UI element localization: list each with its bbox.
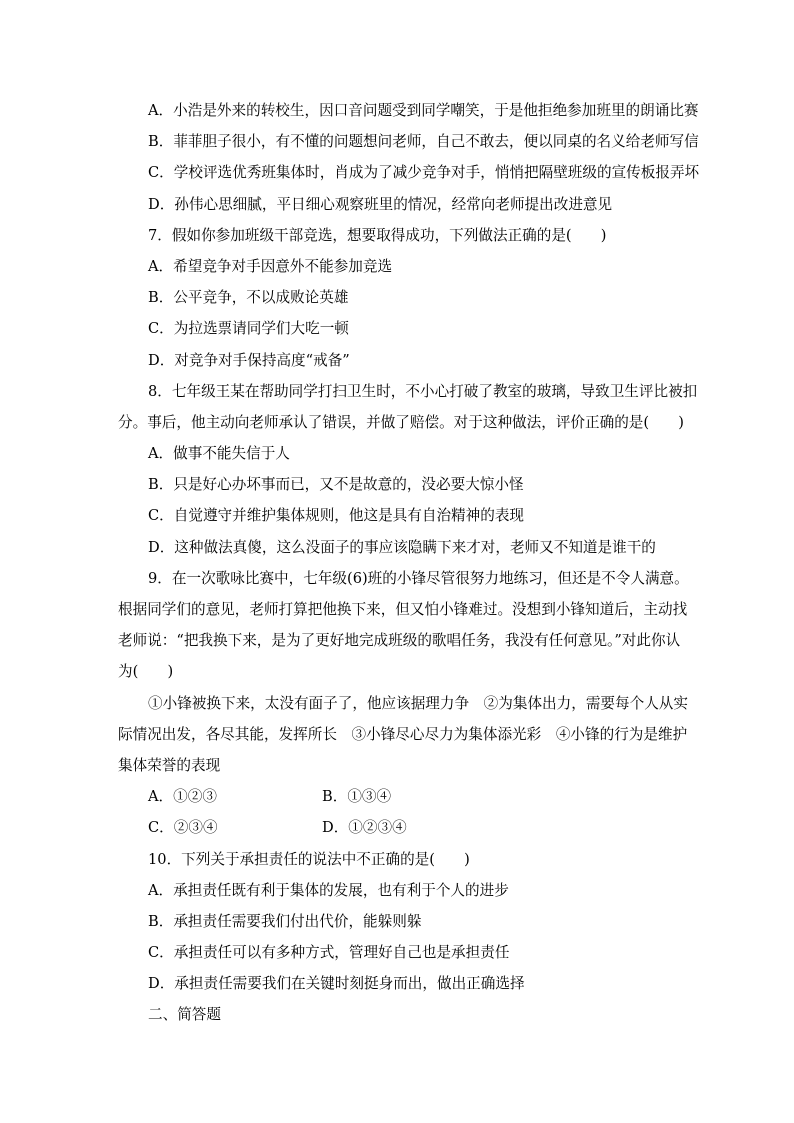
option-label: C． bbox=[148, 320, 174, 338]
question-9 bbox=[118, 563, 689, 844]
question-stem-line: 分。事后，他主动向老师承认了错误，并做了赔偿。对于这种做法，评价正确的是( ) bbox=[118, 413, 684, 431]
option-text: ①③④ bbox=[347, 788, 392, 806]
question-stem: 10．下列关于承担责任的说法中不正确的是( ) bbox=[148, 850, 470, 868]
option-text: 只是好心办坏事而已，又不是故意的，没必要大惊小怪 bbox=[173, 476, 524, 494]
option-label: A． bbox=[148, 257, 174, 275]
option-a bbox=[118, 95, 699, 126]
option-text: 承担责任可以有多种方式，管理好自己也是承担责任 bbox=[173, 944, 510, 962]
section-heading: 二、简答题 bbox=[148, 1006, 221, 1024]
option-label: A． bbox=[148, 788, 174, 806]
option-b bbox=[118, 469, 678, 500]
option-text: ①②③ bbox=[173, 788, 217, 806]
option-text: 对竞争对手保持高度“戒备” bbox=[174, 351, 350, 369]
option-text: 承担责任需要我们付出代价，能躲则躲 bbox=[173, 912, 422, 930]
option-label: C． bbox=[148, 507, 174, 525]
option-a bbox=[148, 781, 322, 812]
question-stem-line: 老师说：“把我换下来，是为了更好地完成班级的歌唱任务，我没有任何意见。”对此你认 bbox=[118, 632, 681, 650]
option-text: 菲菲胆子很小，有不懂的问题想问老师，自己不敢去，便以同桌的名义给老师写信 bbox=[173, 133, 699, 151]
option-d bbox=[322, 812, 496, 843]
option-label: D． bbox=[148, 975, 175, 993]
option-row bbox=[118, 781, 678, 812]
question-stem-line: 8．七年级王某在帮助同学打扫卫生时，不小心打破了教室的玻璃，导致卫生评比被扣 bbox=[148, 382, 698, 400]
question-stem-line: 根据同学们的意见，老师打算把他换下来，但又怕小锋难过。没想到小锋知道后，主动找 bbox=[118, 601, 688, 618]
option-label: D． bbox=[322, 819, 349, 837]
option-text: 承担责任既有利于集体的发展，也有利于个人的进步 bbox=[173, 881, 509, 899]
option-d bbox=[118, 968, 678, 999]
option-label: C． bbox=[148, 819, 174, 837]
option-d bbox=[118, 189, 678, 220]
option-d bbox=[118, 345, 678, 376]
option-label: D． bbox=[148, 195, 175, 213]
option-label: D． bbox=[148, 351, 175, 369]
option-text: ②③④ bbox=[173, 819, 218, 837]
option-label: B． bbox=[322, 788, 348, 806]
question-stem: 7．假如你参加班级干部竞选，想要取得成功，下列做法正确的是( ) bbox=[148, 226, 607, 244]
option-text: 承担责任需要我们在关键时刻挺身而出，做出正确选择 bbox=[174, 975, 525, 993]
option-b bbox=[118, 126, 699, 157]
option-c bbox=[118, 937, 678, 968]
option-label: A． bbox=[148, 445, 174, 463]
question-10 bbox=[118, 844, 678, 1000]
option-label: A． bbox=[148, 881, 174, 899]
question-stem-line: 为( ) bbox=[118, 663, 174, 681]
question-stem-line: 9．在一次歌咏比赛中，七年级(6)班的小锋尽管很努力地练习，但还是不令人满意。 bbox=[148, 569, 689, 587]
option-c bbox=[118, 313, 678, 344]
option-text: 这种做法真傻，这么没面子的事应该隐瞒下来才对，老师又不知道是谁干的 bbox=[174, 538, 656, 556]
option-label: C． bbox=[148, 944, 174, 962]
option-label: B． bbox=[148, 912, 174, 930]
option-text: 学校评选优秀班集体时，肖成为了减少竞争对手，悄悄把隔壁班级的宣传板报弄坏 bbox=[173, 164, 700, 182]
option-text: 为拉选票请同学们大吃一顿 bbox=[173, 320, 349, 338]
option-text: 公平竞争，不以成败论英雄 bbox=[173, 289, 349, 307]
option-text: 自觉遵守并维护集体规则，他这是具有自治精神的表现 bbox=[173, 507, 525, 525]
option-label: B． bbox=[148, 476, 174, 494]
question-8 bbox=[118, 376, 698, 563]
option-c bbox=[118, 500, 678, 531]
statement-line: 集体荣誉的表现 bbox=[118, 756, 221, 774]
option-b bbox=[118, 282, 678, 313]
question-7 bbox=[118, 220, 678, 376]
option-label: C． bbox=[148, 164, 174, 182]
option-a bbox=[118, 875, 678, 906]
question-6-options bbox=[118, 95, 700, 220]
option-label: B． bbox=[148, 289, 174, 307]
option-label: B． bbox=[148, 133, 174, 151]
option-d bbox=[118, 532, 678, 563]
option-label: D． bbox=[148, 538, 175, 556]
option-text: ①②③④ bbox=[348, 819, 407, 837]
statement-line: ①小锋被换下来，太没有面子了，他应该据理力争 ②为集体出力，需要每个人从实 bbox=[148, 694, 688, 712]
option-text: 小浩是外来的转校生，因口音问题受到同学嘲笑，于是他拒绝参加班里的朗诵比赛 bbox=[173, 102, 699, 119]
option-text: 希望竞争对手因意外不能参加竞选 bbox=[173, 257, 393, 275]
statement-line: 际情况出发，各尽其能，发挥所长 ③小锋尽心尽力为集体添光彩 ④小锋的行为是维护 bbox=[118, 725, 688, 743]
option-row bbox=[118, 812, 678, 843]
option-c bbox=[118, 157, 700, 188]
option-label: A． bbox=[148, 102, 174, 119]
option-a bbox=[118, 438, 678, 469]
option-b bbox=[322, 781, 496, 812]
document-page bbox=[118, 95, 700, 1031]
option-text: 做事不能失信于人 bbox=[173, 445, 290, 463]
option-a bbox=[118, 251, 678, 282]
option-text: 孙伟心思细腻，平日细心观察班里的情况，经常向老师提出改进意见 bbox=[174, 195, 613, 213]
option-b bbox=[118, 906, 678, 937]
option-c bbox=[148, 812, 322, 843]
